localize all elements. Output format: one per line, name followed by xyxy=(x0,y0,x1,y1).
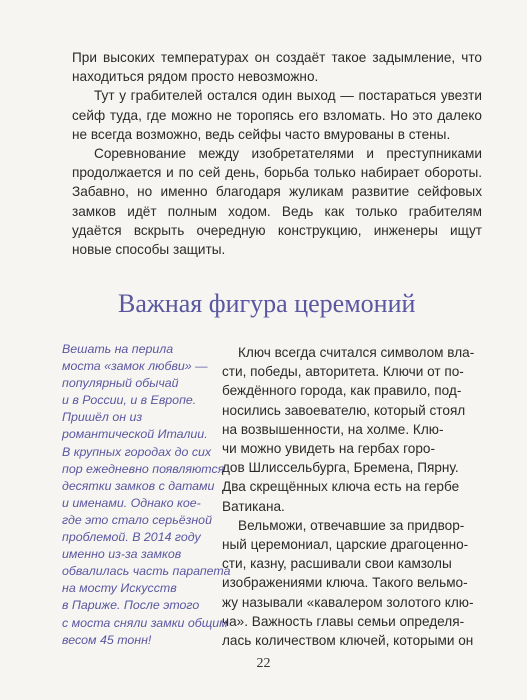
sidebar-line: на мосту Искусств xyxy=(62,581,177,596)
sidebar-line: моста «замок любви» — xyxy=(62,359,208,374)
main-line: Вельможи, отвечавшие за придвор- xyxy=(238,517,465,533)
section-heading: Важная фигура церемоний xyxy=(118,289,416,318)
main-line: чи можно увидеть на гербах горо- xyxy=(222,441,435,457)
main-text xyxy=(222,343,484,650)
intro-text xyxy=(72,48,482,259)
main-line: ча». Важность главы семьи определя- xyxy=(222,613,465,629)
sidebar-line: весом 45 тонн! xyxy=(62,632,152,647)
sidebar-line: обвалилась часть парапета xyxy=(62,564,231,579)
main-line: сти, победы, авторитета. Ключи от по- xyxy=(222,364,464,380)
sidebar-line: именно из-за замков xyxy=(62,547,182,562)
sidebar-line: и в России, и в Европе. xyxy=(62,393,197,408)
sidebar-line: десятки замков с датами xyxy=(62,478,215,493)
intro-paragraph-1: При высоких температурах он создаёт такое задымление, что находиться рядом просто невозможно. xyxy=(72,50,482,85)
sidebar-line: проблемой. В 2014 году xyxy=(62,530,201,545)
sidebar-line: Вешать на перила xyxy=(62,342,174,356)
sidebar-line: и именами. Однако кое- xyxy=(62,495,201,510)
sidebar-line: популярный обычай xyxy=(62,376,179,391)
main-line: ный церемониал, царские драгоценно- xyxy=(222,537,469,553)
sidebar-line: пор ежедневно появляются xyxy=(62,461,225,476)
main-line: Ключ всегда считался символом вла- xyxy=(238,345,475,360)
page-number: 22 xyxy=(256,656,271,671)
main-line: изображениями ключа. Такого вельмо- xyxy=(222,575,468,591)
main-line: Два скрещённых ключа есть на гербе xyxy=(222,479,460,495)
main-line: сти, казну, расшивали свои камзолы xyxy=(222,556,452,572)
main-line: жу называли «кавалером золотого клю- xyxy=(222,594,474,610)
main-line: лась количеством ключей, которыми он xyxy=(222,633,474,649)
main-line: носились завоевателю, который стоял xyxy=(222,402,466,418)
sidebar-line: Пришёл он из xyxy=(62,410,143,425)
main-line: Ватикана. xyxy=(222,498,285,514)
main-line: беждённого города, как правило, под- xyxy=(222,383,462,399)
main-line: дов Шлиссельбурга, Бремена, Пярну. xyxy=(222,460,459,476)
sidebar-line: романтической Италии. xyxy=(62,427,208,442)
sidebar-line: с моста сняли замки общим xyxy=(62,615,228,630)
intro-paragraph-2: Тут у грабителей остался один выход — постараться увезти сейф туда, где можно не торопясь его взломать. Но это далеко не всегда возможно, ведь сейфы часто вмурованы в стены. xyxy=(72,88,482,142)
sidebar-line: В крупных городах до сих xyxy=(62,444,212,459)
sidebar-line: где это стало серьёзной xyxy=(62,512,212,527)
sidebar-note xyxy=(62,341,231,649)
intro-paragraph-3: Соревнование между изобретателями и преступниками продолжается и по сей день, борьба только набирает обороты. Забавно, но именно благодаря жуликам развитие сейфовых замков идёт полным ходом. Ведь как только грабителям удаётся вскрыть очередную конструкцию, инженеры ищут новые способы защиты. xyxy=(72,146,482,258)
sidebar-line: в Париже. После этого xyxy=(62,598,200,613)
main-line: на возвышенности, на холме. Клю- xyxy=(222,421,444,437)
